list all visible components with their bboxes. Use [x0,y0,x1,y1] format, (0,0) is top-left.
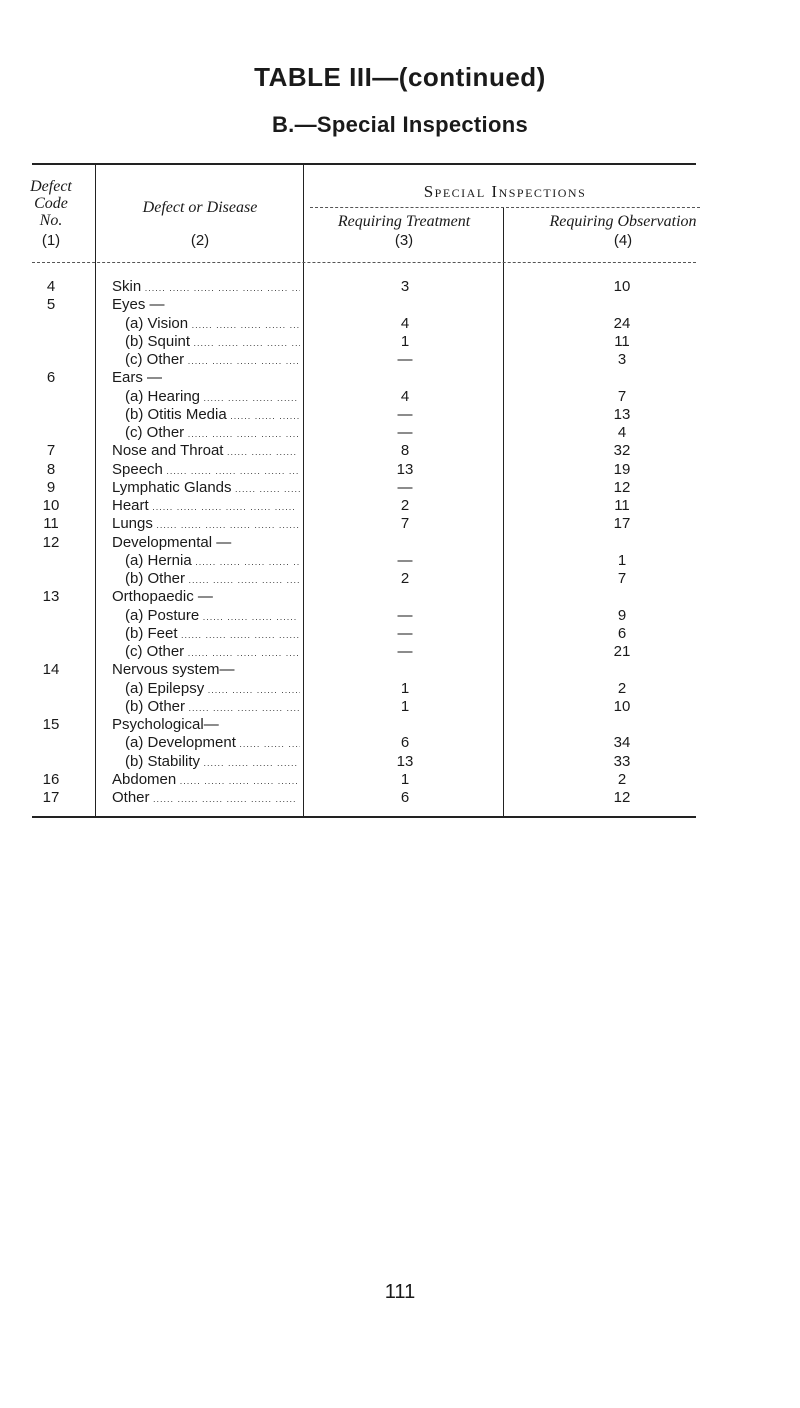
table-row [0,624,800,644]
treatment-count: — [397,351,413,368]
table-row [0,314,800,334]
observation-count: 7 [617,570,627,587]
table-row [0,368,800,388]
defect-code: 14 [42,661,60,679]
table-row [0,496,800,516]
defect-label: Abdomen ..... [112,770,300,791]
defect-label: Orthopaedic — [112,588,213,606]
table-row [0,697,800,717]
treatment-count: 6 [400,789,410,806]
table-row [0,752,800,772]
treatment-count: 4 [400,387,410,405]
treatment-count: 1 [400,679,410,697]
defect-label: Lungs ..... [112,514,300,535]
defect-label: Nose and Throat ..... [112,441,300,462]
treatment-count: 7 [400,515,410,533]
defect-label: (c) Other ..... [125,350,300,371]
observation-count: 12 [613,789,631,806]
table-row [0,587,800,607]
observation-count: 33 [613,752,631,770]
defect-label: (a) Development ..... [125,733,300,754]
observation-count: 2 [617,770,627,788]
observation-count: 1 [617,551,627,569]
table-row [0,551,800,571]
table-row [0,295,800,315]
table-row [0,277,800,297]
header-requiring-treatment: Requiring Treatment [337,213,471,230]
table-row [0,569,800,589]
observation-count: 9 [617,606,627,624]
defect-label: (b) Stability ..... [125,752,300,773]
defect-label: (b) Other ..... [125,697,300,718]
observation-count: 19 [613,460,631,478]
page-number: 111 [384,1281,416,1303]
observation-count: 4 [617,424,627,441]
table-row [0,478,800,498]
top-rule [32,163,696,165]
defect-code: 10 [42,497,60,514]
defect-label: (a) Vision ..... [125,314,300,335]
table-row [0,788,800,808]
table-row [0,642,800,662]
table-row [0,350,800,370]
defect-code: 13 [42,588,60,606]
header-defect-disease: Defect or Disease [142,199,258,216]
header-requiring-observation: Requiring Observation [549,213,697,230]
bottom-rule [32,816,696,818]
defect-code: 9 [46,478,56,496]
observation-count: 34 [613,734,631,752]
defect-label: (a) Hernia ..... [125,551,300,572]
table-title: TABLE III—(continued) [254,62,546,92]
treatment-count: 2 [400,497,410,514]
table-row [0,660,800,680]
header-bottom-rule [32,262,696,263]
header-special-inspections: Special Inspections [423,182,587,201]
table-row [0,679,800,699]
observation-count: 10 [613,278,631,295]
defect-label: (c) Other ..... [125,423,300,444]
defect-label: Speech ..... [112,460,300,481]
treatment-count: — [397,551,413,569]
observation-count: 17 [613,515,631,533]
observation-count: 12 [613,478,631,496]
table-row [0,332,800,352]
table-row [0,387,800,407]
header-defect-disease-num: (2) [190,232,210,249]
treatment-count: 8 [400,442,410,460]
table-subtitle: B.—Special Inspections [271,112,528,137]
table-row [0,514,800,534]
table-row [0,715,800,735]
defect-label: (b) Otitis Media ..... [125,405,300,426]
table-row [0,405,800,425]
table-row [0,533,800,553]
defect-code: 16 [42,770,60,788]
treatment-count: — [397,405,413,423]
defect-label: (b) Other ..... [125,569,300,590]
group-header-rule [310,207,700,208]
defect-label: Heart ..... [112,496,300,517]
observation-count: 7 [617,387,627,405]
treatment-count: 6 [400,734,410,752]
defect-label: (b) Squint ..... [125,332,300,353]
defect-label: Skin ..... [112,277,300,298]
treatment-count: — [397,606,413,624]
defect-label: (b) Feet ..... [125,624,300,645]
table-row [0,733,800,753]
treatment-count: — [397,478,413,496]
treatment-count: 1 [400,697,410,715]
defect-code: 12 [42,533,60,551]
treatment-count: 1 [400,770,410,788]
defect-label: (c) Other ..... [125,642,300,663]
defect-label: Eyes — [112,296,165,314]
observation-count: 24 [613,314,631,332]
defect-label: Nervous system— [112,661,235,679]
observation-count: 13 [613,405,631,423]
defect-code: 4 [46,278,56,295]
header-requiring-treatment-num: (3) [394,232,414,249]
treatment-count: 4 [400,314,410,332]
treatment-count: 13 [396,460,414,478]
treatment-count: 3 [400,278,410,295]
defect-code: 8 [46,460,56,478]
defect-label: (a) Hearing ..... [125,387,300,408]
treatment-count: 2 [400,570,410,587]
defect-code: 17 [42,789,60,806]
table-row [0,606,800,626]
observation-count: 11 [614,332,630,350]
observation-count: 2 [617,679,627,697]
treatment-count: — [397,643,413,660]
header-defect-code-num: (1) [41,232,61,249]
defect-label: Other ..... [112,788,300,809]
observation-count: 21 [613,643,631,660]
table-row [0,460,800,480]
treatment-count: 1 [400,332,410,350]
table-row [0,441,800,461]
defect-label: (a) Posture ..... [125,606,300,627]
observation-count: 3 [617,351,627,368]
observation-count: 10 [613,697,631,715]
defect-label: Psychological— [112,716,219,733]
header-defect-code: Defect Code No. [30,178,72,229]
defect-code: 7 [46,442,56,460]
treatment-count: — [397,424,413,441]
defect-label: (a) Epilepsy ..... [125,679,300,700]
treatment-count: 13 [396,752,414,770]
defect-code: 15 [42,716,60,733]
defect-label: Developmental — [112,533,232,551]
observation-count: 6 [617,624,627,642]
header-requiring-observation-num: (4) [613,232,633,249]
defect-label: Ears — [112,369,163,387]
observation-count: 11 [614,497,630,514]
treatment-count: — [397,624,413,642]
defect-code: 5 [46,296,56,314]
defect-label: Lymphatic Glands ..... [112,478,300,499]
table-row [0,423,800,443]
defect-code: 11 [43,515,59,533]
observation-count: 32 [613,442,631,460]
table-row [0,770,800,790]
defect-code: 6 [46,369,56,387]
